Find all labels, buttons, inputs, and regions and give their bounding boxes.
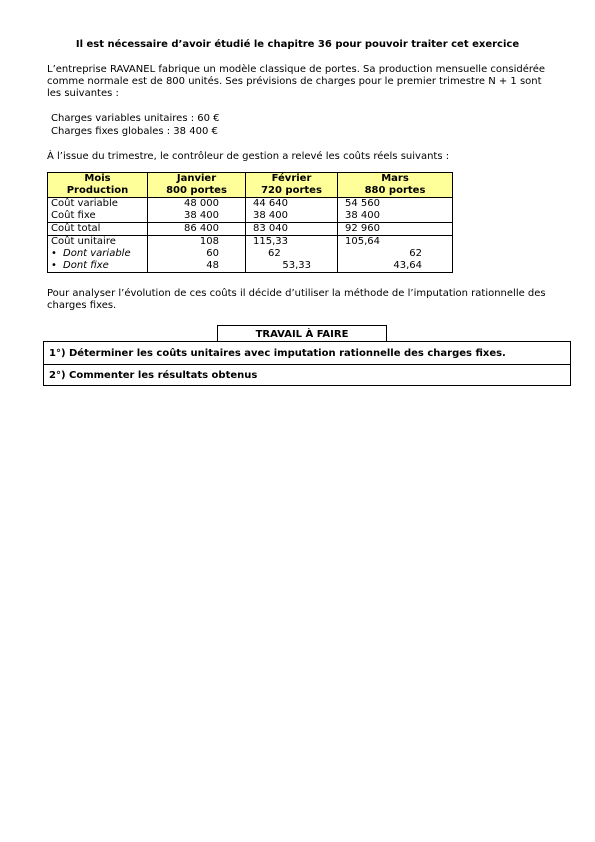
table-cell: 86 400 [148,223,246,236]
header-cell: Mars [338,173,453,186]
table-cell: 38 400 [246,210,338,223]
charges-variables: Charges variables unitaires : 60 € [51,113,220,124]
table-production-row [48,185,453,198]
header-cell: Janvier [148,173,246,186]
table-cell: 92 960 [338,223,453,236]
row-label: Coût fixe [48,210,148,223]
table-cell: 62 [338,248,453,260]
intro-line-2: comme normale est de 800 unités. Ses prévisions de charges pour le premier trimestre N + 1 sont [47,76,542,87]
intro-paragraph [47,64,552,100]
analysis-line-2: charges fixes. [47,300,117,311]
analysis-line-1: Pour analyser l’évolution de ces coûts il décide d’utiliser la méthode de l’imputation rationnelle des [47,288,546,299]
task-2: 2°) Commenter les résultats obtenus [43,364,571,386]
analysis-paragraph [47,288,552,312]
table-cell: 54 560 [338,198,453,211]
row-label: Coût unitaire [48,236,148,249]
table-row [48,210,453,223]
header-cell: Mois [48,173,148,186]
header-cell: 720 portes [246,185,338,198]
costs-table [47,172,453,273]
row-label-text: Dont fixe [63,260,109,271]
header-cell: 880 portes [338,185,453,198]
table-cell: 53,33 [246,260,338,273]
table-cell: 83 040 [246,223,338,236]
table-cell: 108 [148,236,246,249]
table-cell: 48 000 [148,198,246,211]
task-1: 1°) Déterminer les coûts unitaires avec imputation rationnelle des charges fixes. [43,341,571,365]
page-heading: Il est nécessaire d’avoir étudié le chapitre 36 pour pouvoir traiter cet exercice [75,39,520,50]
intro-line-1: L’entreprise RAVANEL fabrique un modèle classique de portes. Sa production mensuelle considérée [47,64,546,75]
table-row [48,248,453,260]
table-row [48,260,453,273]
bullet-icon: • [51,248,57,259]
header-cell: Production [48,185,148,198]
table-header-row [48,173,453,186]
bullet-icon: • [51,260,57,271]
row-label: Coût variable [48,198,148,211]
observation-text: À l’issue du trimestre, le contrôleur de gestion a relevé les coûts réels suivants : [47,151,450,162]
charges-fixes: Charges fixes globales : 38 400 € [51,126,218,137]
charges-list [51,112,220,138]
table-row [48,236,453,249]
table-row [48,223,453,236]
table-cell: 38 400 [338,210,453,223]
header-cell: Février [246,173,338,186]
row-label: Coût total [48,223,148,236]
table-cell: 105,64 [338,236,453,249]
header-cell: 800 portes [148,185,246,198]
intro-line-3: les suivantes : [47,88,119,99]
row-label-text: Dont variable [63,248,131,259]
table-cell: 62 [246,248,338,260]
table-cell: 60 [148,248,246,260]
table-cell: 115,33 [246,236,338,249]
travail-title: TRAVAIL À FAIRE [217,325,387,342]
table-cell: 48 [148,260,246,273]
table-cell: 43,64 [338,260,453,273]
table-row [48,198,453,211]
table-cell: 38 400 [148,210,246,223]
row-label [48,248,148,260]
table-cell: 44 640 [246,198,338,211]
row-label [48,260,148,273]
